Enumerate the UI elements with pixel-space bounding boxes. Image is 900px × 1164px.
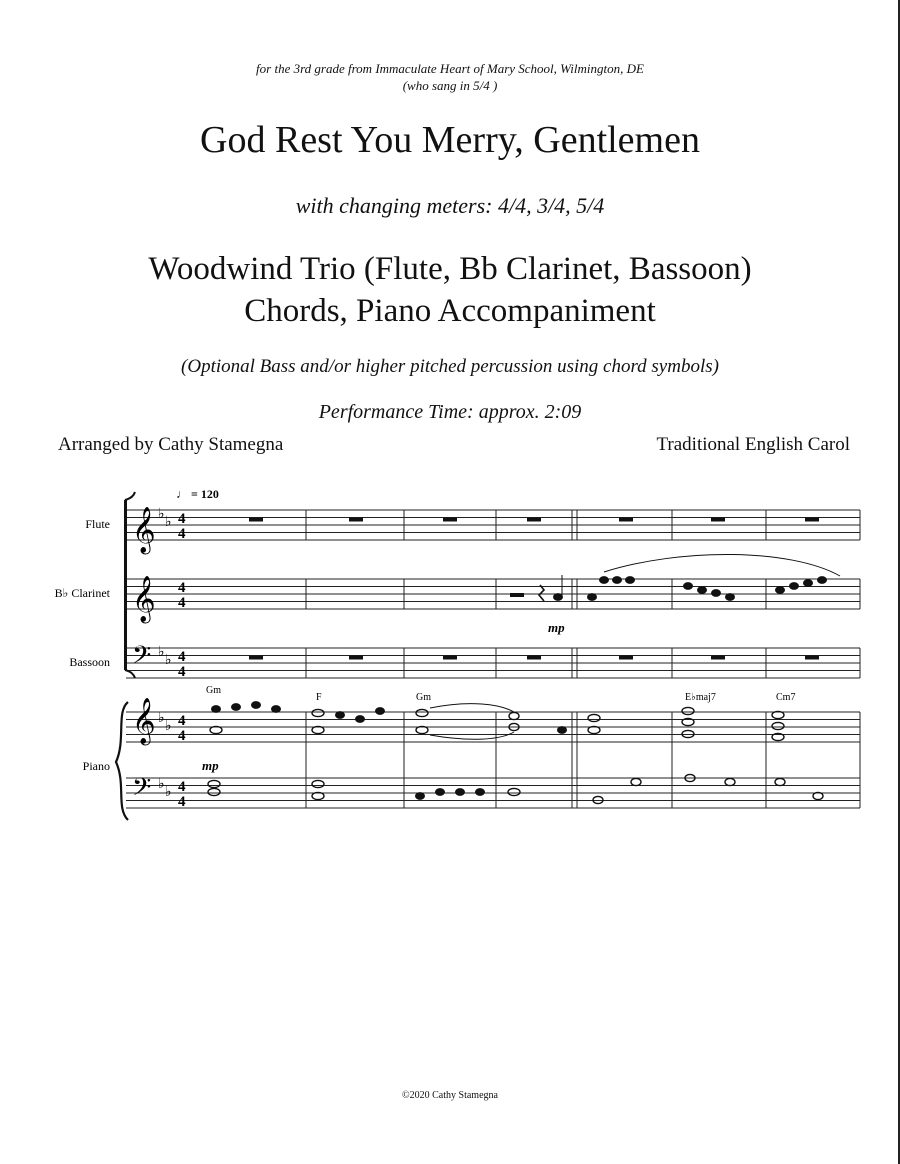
flat-sign: ♭: [165, 652, 172, 668]
note: [804, 580, 813, 587]
quarter-rest: [539, 585, 544, 601]
whole-rest: [527, 518, 541, 522]
note: [588, 594, 597, 601]
time-signature-digit: 4: [178, 779, 186, 795]
subtitle: with changing meters: 4/4, 3/4, 5/4: [295, 193, 605, 218]
flat-sign: ♭: [158, 644, 165, 660]
flat-sign: ♭: [165, 718, 172, 734]
note: [712, 590, 721, 597]
note: [698, 587, 707, 594]
time-signature-digit: 4: [178, 511, 186, 527]
note: [776, 587, 785, 594]
bass-clef-piano: 𝄢: [132, 773, 152, 808]
label-bassoon: Bassoon: [69, 655, 110, 669]
whole-rest: [349, 656, 363, 660]
whole-rest: [443, 656, 457, 660]
chord-symbol: Gm: [416, 692, 431, 703]
note: [613, 577, 622, 584]
performance-time: Performance Time: approx. 2:09: [318, 401, 582, 423]
music-score: [0, 470, 900, 830]
whole-rest: [443, 518, 457, 522]
dynamic-mp-clarinet: mp: [548, 620, 565, 635]
note: [818, 577, 827, 584]
half-rest: [510, 593, 524, 597]
chord-symbol: F: [316, 692, 322, 703]
treble-clef-piano: 𝄞: [132, 698, 156, 744]
whole-rest: [527, 656, 541, 660]
chord-symbol: Cm7: [776, 692, 796, 703]
flat-sign: ♭: [165, 514, 172, 530]
dynamic-mp-piano: mp: [202, 758, 219, 773]
dedication-line-1: for the 3rd grade from Immaculate Heart of Mary School, Wilmington, DE: [256, 61, 644, 76]
whole-rest: [249, 656, 263, 660]
system-bracket: [124, 500, 127, 670]
whole-rest: [805, 518, 819, 522]
bass-clef-bassoon: 𝄢: [132, 641, 152, 676]
chord-symbol: E♭maj7: [685, 692, 716, 703]
flat-sign: ♭: [158, 506, 165, 522]
treble-clef-flute: 𝄞: [132, 507, 156, 553]
dedication: [0, 60, 900, 94]
time-signature-digit: 4: [178, 595, 186, 611]
note: [790, 583, 799, 590]
treble-clef-clarinet: 𝄞: [132, 576, 156, 622]
whole-rests: [249, 518, 819, 660]
flat-sign: ♭: [158, 776, 165, 792]
note: [626, 577, 635, 584]
piece-title: God Rest You Merry, Gentlemen: [200, 119, 700, 161]
time-signature-digit: 4: [178, 713, 186, 729]
whole-rest: [805, 656, 819, 660]
label-clarinet: B♭ Clarinet: [54, 586, 110, 600]
tempo-marking: ♩ = 120: [176, 487, 219, 501]
time-signature-digit: 4: [178, 728, 186, 744]
time-signature-digit: 4: [178, 794, 186, 810]
slur: [604, 554, 840, 576]
ensemble-description: [0, 248, 900, 332]
whole-rest: [711, 518, 725, 522]
bracket-hook-top: [125, 492, 135, 500]
time-signature-digit: 4: [178, 664, 186, 680]
note: [726, 594, 735, 601]
time-signature-digit: 4: [178, 580, 186, 596]
optional-note: (Optional Bass and/or higher pitched percussion using chord symbols): [181, 356, 719, 377]
ensemble-line-2: Chords, Piano Accompaniment: [244, 293, 656, 329]
composer-credit: Traditional English Carol: [656, 434, 850, 455]
label-piano: Piano: [82, 759, 110, 773]
whole-rest: [349, 518, 363, 522]
ensemble-line-1: Woodwind Trio (Flute, Bb Clarinet, Bassoon): [148, 251, 752, 287]
dedication-line-2: (who sang in 5/4 ): [402, 78, 498, 93]
note: [554, 594, 563, 601]
piano-left-hand: [208, 774, 823, 803]
flat-sign: ♭: [158, 710, 165, 726]
whole-rest: [249, 518, 263, 522]
key-signatures: [158, 506, 172, 800]
whole-rest: [619, 656, 633, 660]
barlines: [306, 510, 860, 808]
time-signature-digit: 4: [178, 649, 186, 665]
note: [684, 583, 693, 590]
flat-sign: ♭: [165, 784, 172, 800]
time-signatures: [178, 511, 186, 810]
whole-rest: [619, 518, 633, 522]
arranger-credit: Arranged by Cathy Stamegna: [58, 434, 284, 455]
whole-rest: [711, 656, 725, 660]
note: [600, 577, 609, 584]
chord-symbol: Gm: [206, 685, 221, 696]
time-signature-digit: 4: [178, 526, 186, 542]
label-flute: Flute: [85, 517, 110, 531]
copyright-notice: ©2020 Cathy Stamegna: [402, 1090, 498, 1101]
